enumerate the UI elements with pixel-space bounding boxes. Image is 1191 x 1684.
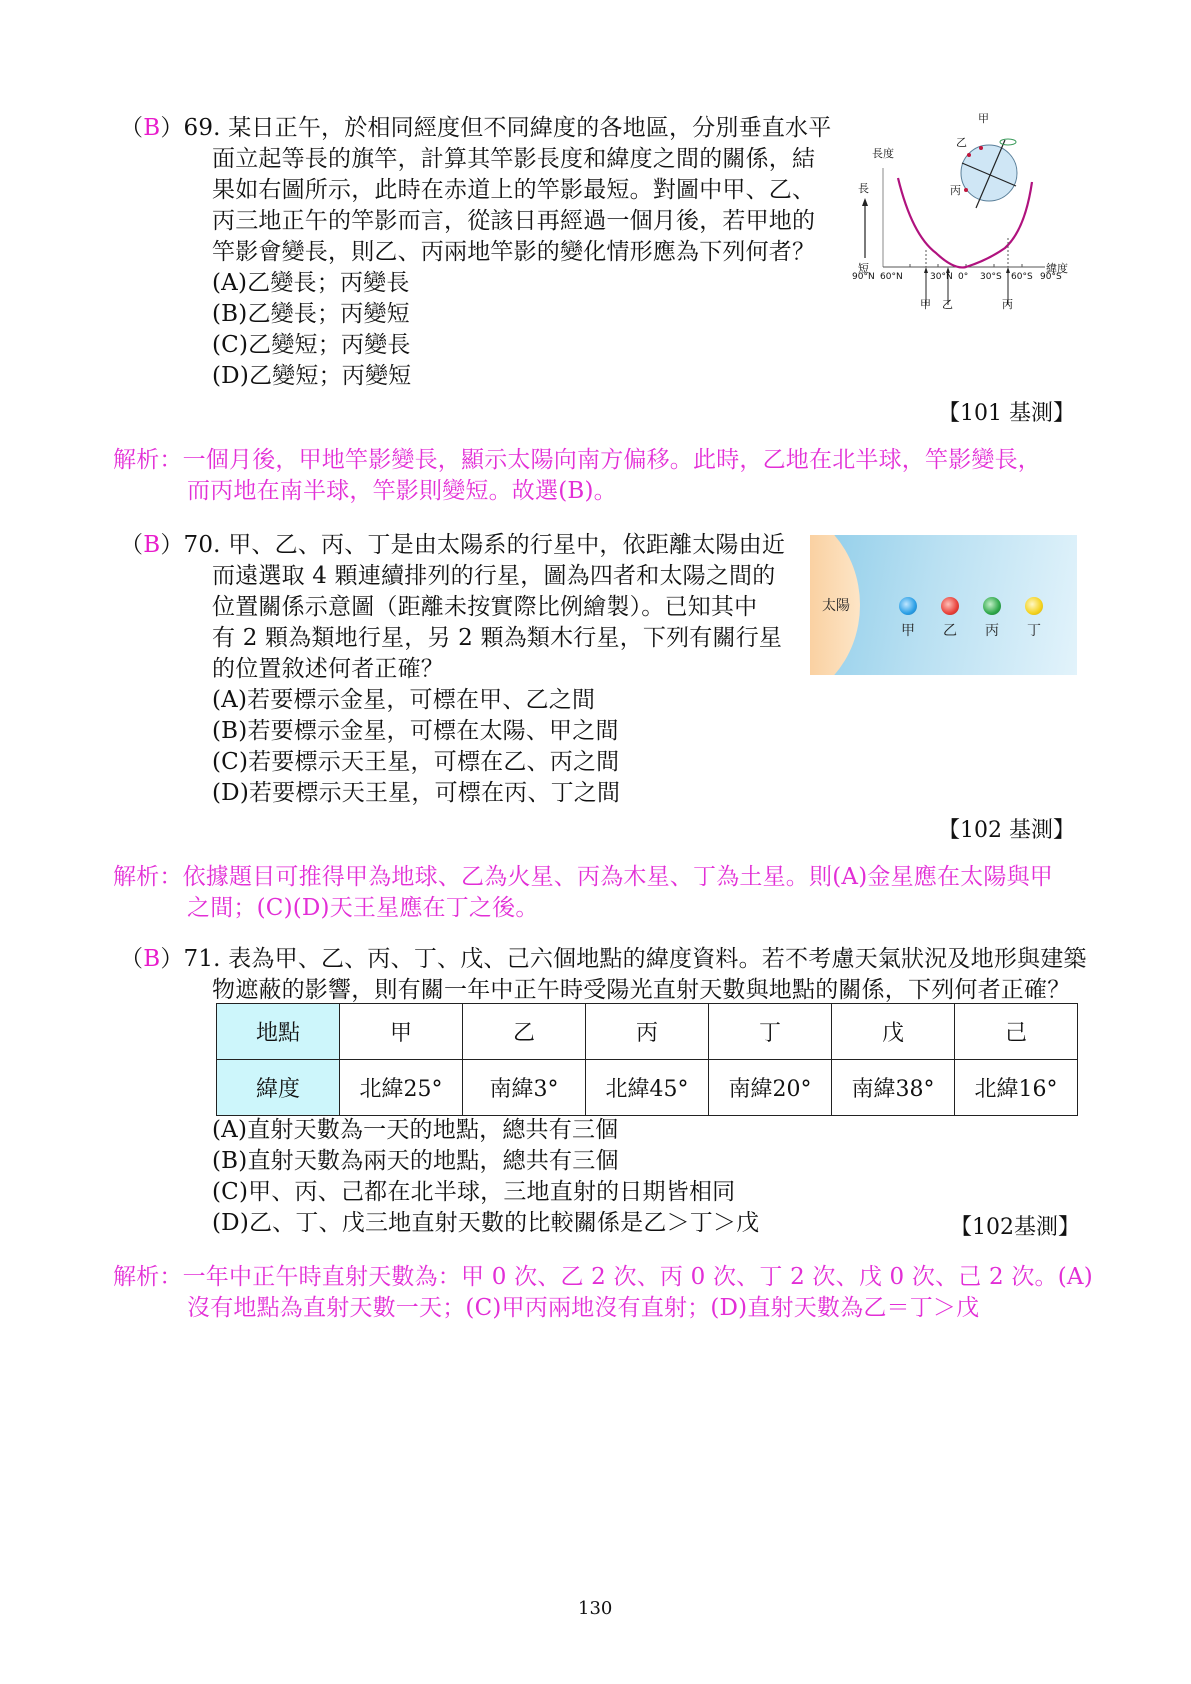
source-tag: 【102 基測】	[938, 818, 1075, 843]
explanation-line: 沒有地點為直射天數一天；(C)甲丙兩地沒有直射；(D)直射天數為乙＝丁＞戊	[187, 1295, 980, 1321]
explanation-line: 依據題目可推得甲為地球、乙為火星、丙為木星、丁為土星。則(A)金星應在太陽與甲	[182, 864, 1053, 890]
option-c: (C)甲、丙、己都在北半球，三地直射的日期皆相同	[212, 1179, 736, 1205]
explanation-label: 解析：	[113, 864, 183, 890]
y-bottom-label: 短	[858, 262, 869, 275]
planet-ding	[1025, 597, 1043, 615]
table-cell: 南緯38°	[832, 1060, 955, 1116]
question-stem: 甲、乙、丙、丁是由太陽系的行星中，依距離太陽由近	[228, 532, 786, 558]
table-cell: 甲	[340, 1004, 463, 1060]
explanation-line: 一個月後，甲地竿影變長，顯示太陽向南方偏移。此時，乙地在北半球，竿影變長，	[182, 447, 1042, 473]
table-cell: 北緯16°	[955, 1060, 1078, 1116]
option-c: (C)若要標示天王星，可標在乙、丙之間	[212, 749, 620, 775]
table-cell: 北緯25°	[340, 1060, 463, 1116]
question-number: 69.	[183, 115, 221, 141]
question-stem-line: 果如右圖所示，此時在赤道上的竿影最短。對圖中甲、乙、	[212, 177, 816, 203]
marker-label: 乙	[942, 298, 953, 311]
explanation-label: 解析：	[113, 447, 183, 473]
globe-label: 甲	[978, 112, 989, 125]
question-stem-line: 物遮蔽的影響，則有關一年中正午時受陽光直射天數與地點的關係，下列何者正確？	[212, 977, 1071, 1003]
globe-label: 丙	[950, 184, 961, 197]
table-cell: 南緯3°	[463, 1060, 586, 1116]
option-b: (B)若要標示金星，可標在太陽、甲之間	[212, 718, 619, 744]
question-71-first-line: （B）71. 表為甲、乙、丙、丁、戊、己六個地點的緯度資料。若不考慮天氣狀況及地形與建築	[120, 946, 1087, 972]
table-cell: 北緯45°	[586, 1060, 709, 1116]
answer-letter: B	[143, 532, 161, 558]
latitude-table	[216, 1003, 1078, 1116]
table-cell: 乙	[463, 1004, 586, 1060]
question-stem-line: 有 2 顆為類地行星，另 2 顆為類木行星，下列有關行星	[212, 625, 783, 651]
table-row	[217, 1004, 1078, 1060]
option-d: (D)若要標示天王星，可標在丙、丁之間	[212, 780, 621, 806]
option-a: (A)乙變長；丙變長	[212, 270, 410, 296]
table-cell: 己	[955, 1004, 1078, 1060]
question-stem-line: 面立起等長的旗竿，計算其竿影長度和緯度之間的關係，結	[212, 146, 816, 172]
answer-letter: B	[143, 115, 161, 141]
x-tick: 0°	[958, 272, 969, 282]
sun-label: 太陽	[822, 598, 850, 614]
option-d: (D)乙、丁、戊三地直射天數的比較關係是乙＞丁＞戊	[212, 1210, 760, 1236]
question-stem: 表為甲、乙、丙、丁、戊、己六個地點的緯度資料。若不考慮天氣狀況及地形與建築	[228, 946, 1087, 972]
planet-bing	[983, 597, 1001, 615]
source-tag: 【101 基測】	[938, 401, 1075, 426]
planets-figure	[810, 535, 1077, 675]
option-d: (D)乙變短；丙變短	[212, 363, 412, 389]
explanation	[113, 862, 1053, 893]
question-69-first-line: （B）69. 某日正午，於相同經度但不同緯度的各地區，分別垂直水平	[120, 115, 832, 141]
planet-yi	[941, 597, 959, 615]
question-number: 70.	[183, 532, 221, 558]
marker-label: 丙	[1002, 298, 1013, 311]
question-stem-line: 位置關係示意圖（距離未按實際比例繪製）。已知其中	[212, 594, 758, 620]
option-a: (A)若要標示金星，可標在甲、乙之間	[212, 687, 596, 713]
question-stem-line: 的位置敘述何者正確？	[212, 656, 444, 682]
question-stem: 某日正午，於相同經度但不同緯度的各地區，分別垂直水平	[228, 115, 832, 141]
source-tag: 【102基測】	[950, 1215, 1080, 1240]
x-tick: 90°N	[852, 272, 875, 282]
planet-label: 甲	[901, 623, 915, 639]
table-row	[217, 1060, 1078, 1116]
y-axis-label: 長度	[872, 147, 894, 160]
x-tick: 60°S	[1011, 272, 1033, 282]
question-70-first-line: （B）70. 甲、乙、丙、丁是由太陽系的行星中，依距離太陽由近	[120, 532, 786, 558]
question-stem-line: 而遠選取 4 顆連續排列的行星，圖為四者和太陽之間的	[212, 563, 776, 589]
table-cell: 丙	[586, 1004, 709, 1060]
option-c: (C)乙變短；丙變長	[212, 332, 411, 358]
globe-label: 乙	[956, 136, 967, 149]
question-stem-line: 丙三地正午的竿影而言，從該日再經過一個月後，若甲地的	[212, 208, 816, 234]
page-number: 130	[578, 1598, 613, 1619]
x-tick: 30°N	[930, 272, 953, 282]
x-tick: 30°S	[980, 272, 1002, 282]
table-cell: 丁	[709, 1004, 832, 1060]
explanation	[113, 1262, 1093, 1293]
planet-jia	[899, 597, 917, 615]
x-tick: 90°S	[1040, 272, 1062, 282]
table-cell: 南緯20°	[709, 1060, 832, 1116]
row-header: 地點	[217, 1004, 340, 1060]
option-a: (A)直射天數為一天的地點，總共有三個	[212, 1117, 619, 1143]
option-b: (B)乙變長；丙變短	[212, 301, 410, 327]
answer-letter: B	[143, 946, 161, 972]
shadow-length-figure	[850, 110, 1080, 315]
explanation-line: 之間；(C)(D)天王星應在丁之後。	[187, 895, 539, 921]
explanation-label: 解析：	[113, 1264, 183, 1290]
explanation-line: 而丙地在南半球，竿影則變短。故選(B)。	[187, 478, 617, 504]
table-cell: 戊	[832, 1004, 955, 1060]
explanation	[113, 445, 1041, 476]
row-header: 緯度	[217, 1060, 340, 1116]
y-top-label: 長	[858, 182, 869, 195]
explanation-line: 一年中正午時直射天數為：甲 0 次、乙 2 次、丙 0 次、丁 2 次、戊 0 次、己 2 次。(A)	[182, 1264, 1093, 1290]
x-tick: 60°N	[880, 272, 903, 282]
planet-label: 乙	[943, 623, 957, 639]
question-number: 71.	[183, 946, 221, 972]
planet-label: 丁	[1027, 623, 1041, 639]
question-stem-line: 竿影會變長，則乙、丙兩地竿影的變化情形應為下列何者？	[212, 239, 816, 265]
marker-label: 甲	[920, 298, 931, 311]
x-axis-label: 緯度	[1046, 262, 1068, 275]
option-b: (B)直射天數為兩天的地點，總共有三個	[212, 1148, 619, 1174]
planet-label: 丙	[985, 623, 999, 639]
